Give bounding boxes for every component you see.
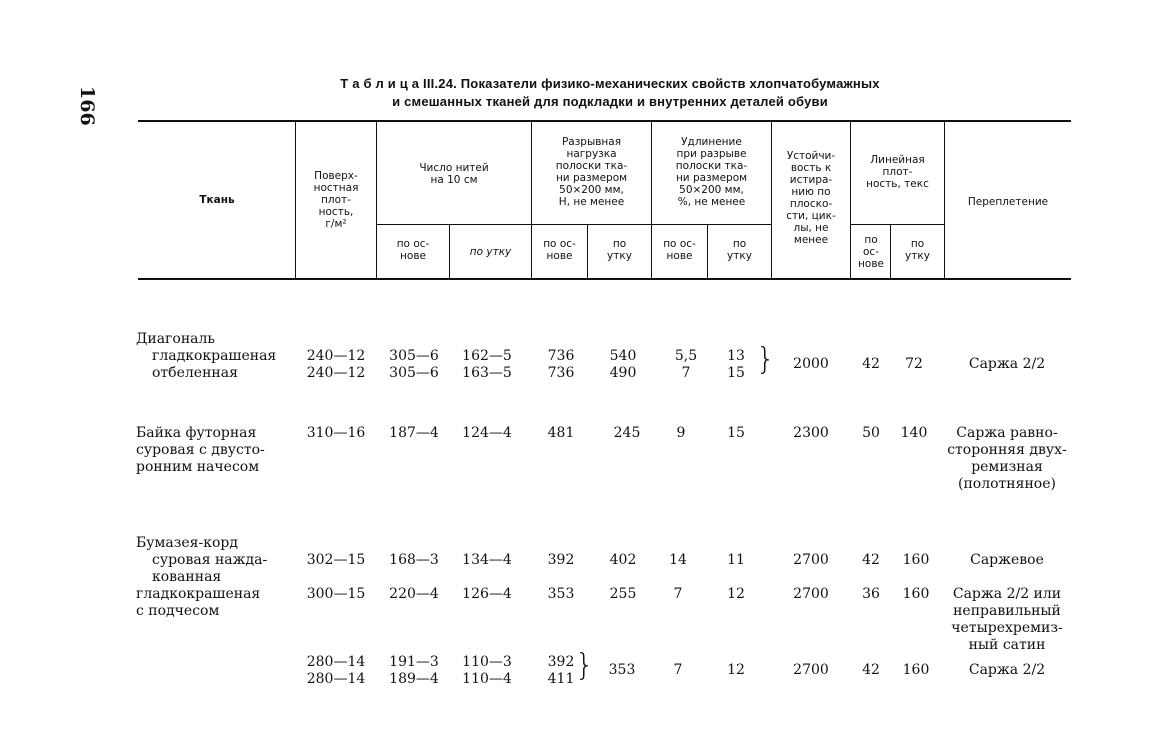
fabric-name: Диагональ [136,331,216,347]
cell-elong-weft: 15 [727,365,745,381]
cell-lin-warp: 42 [862,662,880,678]
cell-break-weft: 255 [609,586,637,602]
cell-abrasion: 2700 [793,586,829,602]
header-density: Поверх- ностная плот- ность, г/м² [313,170,359,230]
cell-break-warp: 736 [547,348,575,364]
table-top-rule [138,120,1071,122]
fabric-name: Байка футорная [136,425,257,441]
vrule [707,225,708,278]
cell-density: 280—14 [306,654,366,670]
cell-lin-weft: 160 [902,586,930,602]
cell-break-warp: 411 [547,671,575,687]
cell-threads-warp: 189—4 [389,671,439,687]
vrule [449,225,450,278]
header-weave: Переплетение [967,196,1049,208]
cell-abrasion: 2000 [793,356,829,372]
cell-weave: ремизная [971,459,1043,475]
cell-weave: неправильный [953,603,1061,619]
page-number: 166 [76,86,98,126]
cell-break-weft: 245 [613,425,641,441]
fabric-name: Бумазея-корд [136,535,239,551]
header-threads-weft: по утку [469,246,512,258]
table-header-bottom-rule [138,278,1071,280]
cell-density: 300—15 [306,586,366,602]
brace-icon: } [575,648,595,683]
cell-weave: четырехремиз- [951,620,1063,636]
header-break-load: Разрывная нагрузка полоски тка- ни размером 50×200 мм, Н, не менее [555,136,628,208]
header-elong-weft: по утку [727,238,752,262]
subheader-rule-left [377,224,772,225]
cell-elong-weft: 13 [727,348,745,364]
cell-threads-warp: 191—3 [389,654,439,670]
header-linear-density: Линейная плот- ность, текс [866,154,929,190]
cell-density: 240—12 [306,365,366,381]
cell-density: 302—15 [306,552,366,568]
fabric-name: с подчесом [136,603,220,619]
vrule [295,122,296,278]
header-elong-warp: по ос- нове [663,238,696,262]
cell-weave: Саржа 2/2 [968,662,1046,678]
cell-elong-weft: 11 [727,552,745,568]
header-break-weft: по утку [607,238,632,262]
header-fabric: Ткань [199,194,235,206]
cell-weave: Саржевое [970,552,1044,568]
cell-break-weft: 353 [608,662,636,678]
cell-threads-weft: 162—5 [462,348,512,364]
vrule [850,122,851,278]
fabric-name: кованная [152,569,222,585]
vrule [890,225,891,278]
header-lin-warp: по ос- нове [858,234,884,270]
fabric-name: суровая с двусто- [136,442,265,458]
cell-density: 310—16 [306,425,366,441]
cell-threads-warp: 305—6 [389,348,439,364]
cell-density: 280—14 [306,671,366,687]
cell-lin-weft: 140 [900,425,928,441]
cell-lin-weft: 160 [902,662,930,678]
fabric-name: ронним начесом [136,459,260,475]
cell-break-warp: 481 [547,425,575,441]
cell-lin-warp: 42 [862,552,880,568]
vrule [531,122,532,278]
fabric-name: суровая нажда- [152,552,268,568]
cell-elong-weft: 12 [727,662,745,678]
cell-elong-warp: 9 [676,425,686,441]
cell-weave: Саржа 2/2 или [952,586,1062,602]
cell-break-weft: 540 [609,348,637,364]
brace-icon: } [756,342,776,377]
table-caption-line2: и смешанных тканей для подкладки и внутренних деталей обуви [392,94,828,109]
header-break-warp: по ос- нове [543,238,576,262]
cell-break-warp: 392 [547,552,575,568]
cell-threads-warp: 305—6 [389,365,439,381]
table-caption-line1: Т а б л и ц а III.24. Показатели физико-механических свойств хлопчатобумажных [340,76,880,91]
cell-weave: сторонняя двух- [947,442,1067,458]
cell-threads-weft: 163—5 [462,365,512,381]
cell-weave: (полотняное) [958,476,1056,492]
cell-elong-weft: 12 [727,586,745,602]
cell-break-warp: 392 [547,654,575,670]
cell-weave: Саржа 2/2 [968,356,1046,372]
cell-weave: ный сатин [968,637,1046,653]
cell-threads-weft: 110—3 [462,654,512,670]
fabric-name: гладкокрашеная [152,348,277,364]
cell-weave: Саржа равно- [956,425,1058,441]
vrule [771,122,772,278]
cell-abrasion: 2700 [793,662,829,678]
cell-elong-warp: 7 [673,662,683,678]
header-threads: Число нитей на 10 см [419,162,489,186]
cell-threads-weft: 124—4 [462,425,512,441]
header-elongation: Удлинение при разрыве полоски тка- ни размером 50×200 мм, %, не менее [675,136,748,208]
header-abrasion: Устойчи- вость к истира- нию по плоско- сти, цик- лы, не менее [786,150,836,246]
header-threads-warp: по ос- нове [396,238,430,262]
cell-lin-weft: 160 [902,552,930,568]
cell-threads-warp: 220—4 [389,586,439,602]
cell-abrasion: 2700 [793,552,829,568]
cell-elong-weft: 15 [727,425,745,441]
cell-density: 240—12 [306,348,366,364]
cell-break-warp: 353 [547,586,575,602]
cell-abrasion: 2300 [793,425,829,441]
cell-threads-weft: 134—4 [462,552,512,568]
fabric-name: гладкокрашеная [136,586,261,602]
cell-threads-warp: 168—3 [389,552,439,568]
cell-elong-warp: 5,5 [674,348,698,364]
cell-elong-warp: 14 [669,552,687,568]
cell-lin-warp: 42 [862,356,880,372]
vrule [587,225,588,278]
vrule [944,122,945,278]
cell-elong-warp: 7 [673,586,683,602]
header-lin-weft: по утку [905,238,930,262]
cell-lin-warp: 50 [862,425,880,441]
cell-break-weft: 490 [609,365,637,381]
cell-break-warp: 736 [547,365,575,381]
cell-threads-warp: 187—4 [389,425,439,441]
cell-lin-weft: 72 [905,356,923,372]
cell-break-weft: 402 [609,552,637,568]
cell-threads-weft: 110—4 [462,671,512,687]
fabric-name: отбеленная [152,365,238,381]
vrule [376,122,377,278]
cell-elong-warp: 7 [681,365,691,381]
cell-threads-weft: 126—4 [462,586,512,602]
subheader-rule-right [850,224,945,225]
cell-lin-warp: 36 [862,586,880,602]
vrule [651,122,652,278]
